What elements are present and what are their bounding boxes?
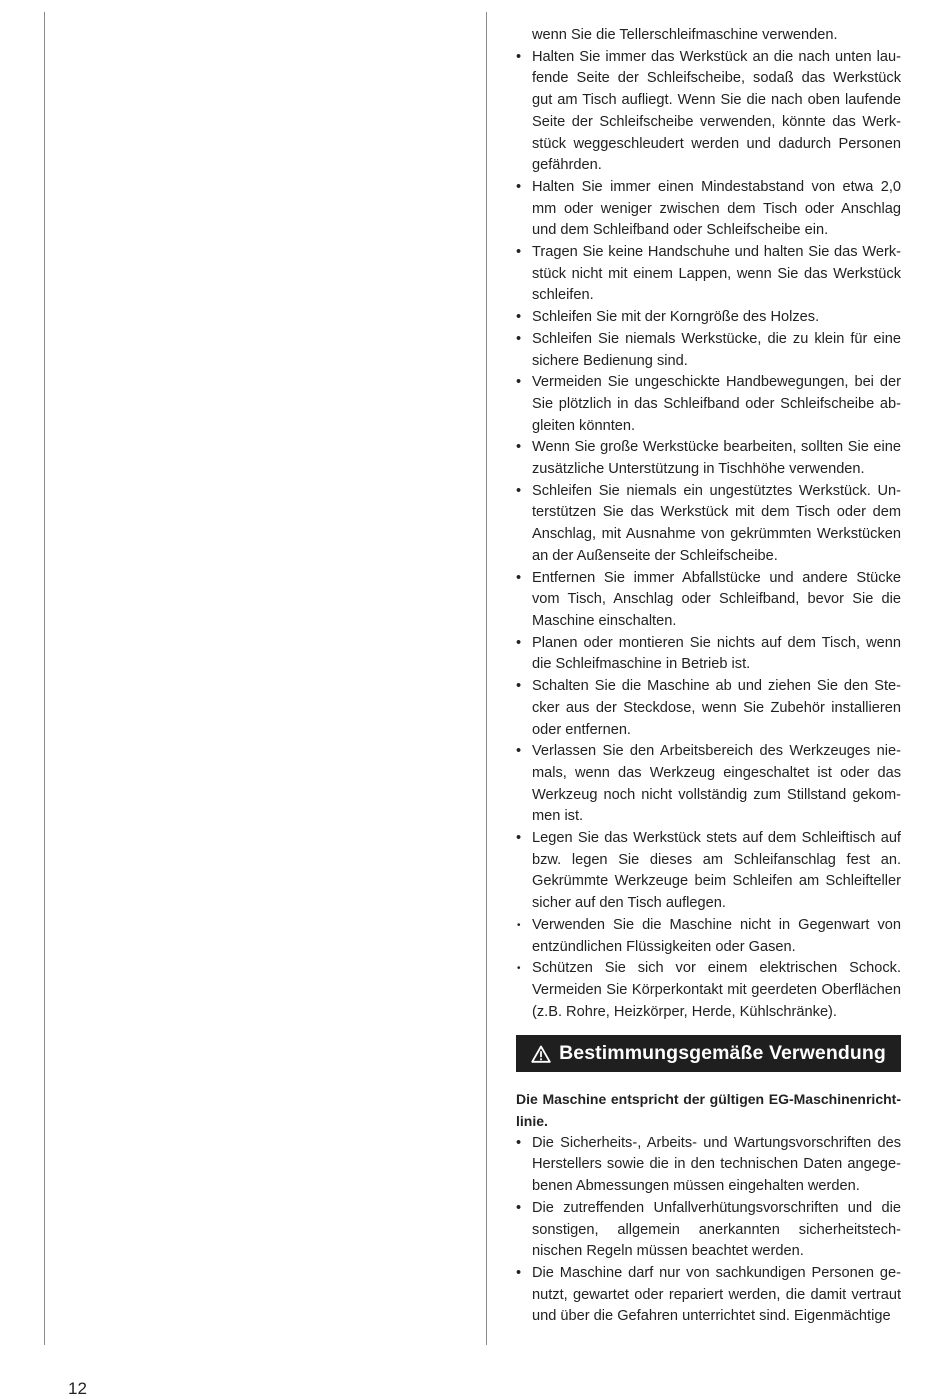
list-item	[516, 915, 901, 958]
list-item-text: Schleifen Sie niemals ein ungestütztes Werkstück. Unterstützen Sie das Werkstück mit dem Tisch oder dem Anschlag, mit Ausnahme von gekrümmten Werkstücken an der Außenseite der Schleifscheibe.	[532, 482, 901, 564]
list-item	[516, 828, 901, 915]
list-item	[516, 741, 901, 828]
bullet-icon: •	[516, 743, 522, 760]
bullet-icon: •	[516, 309, 522, 326]
section-intro: Die Maschine entspricht der gültigen EG-Maschinenrichtlinie.	[516, 1091, 901, 1130]
list-item	[516, 177, 901, 242]
list-item	[516, 1133, 901, 1198]
bullet-icon: •	[516, 1199, 522, 1216]
list-item-text: Verlassen Sie den Arbeitsbereich des Werkzeuges niemals, wenn das Werkzeug eingeschaltet ist oder das Werkzeug noch nicht vollständig zum Stillstand gekommen ist.	[532, 743, 901, 825]
list-item-text: Wenn Sie große Werkstücke bearbeiten, sollten Sie eine zusätzliche Unterstützung in Tischhöhe verwenden.	[532, 439, 901, 478]
list-item-text: Schützen Sie sich vor einem elektrischen Schock. Vermeiden Sie Körperkontakt mit geerdeten Oberflächen (z.B. Rohre, Heizkörper, Herde, Kühlschränke).	[532, 960, 901, 1020]
bullet-icon: •	[516, 48, 522, 65]
bullet-icon: •	[517, 919, 521, 931]
list-item-text: Schleifen Sie niemals Werkstücke, die zu klein für eine sichere Bedienung sind.	[532, 330, 901, 369]
safety-bullet-list	[516, 47, 901, 1024]
section-title: Bestimmungsgemäße Verwendung	[559, 1041, 886, 1064]
left-column-rule	[44, 12, 45, 1345]
right-text-column	[516, 25, 901, 1328]
page-number: 12	[68, 1379, 87, 1398]
bullet-icon: •	[516, 634, 522, 651]
list-item-text: Schleifen Sie mit der Korngröße des Holzes.	[532, 309, 820, 326]
list-item	[516, 676, 901, 741]
list-item	[516, 242, 901, 307]
list-item	[516, 1198, 901, 1263]
list-item-text: Entfernen Sie immer Abfallstücke und andere Stücke vom Tisch, Anschlag oder Schleifband, bevor Sie die Maschine einschalten.	[532, 569, 901, 629]
list-item-text: Die Sicherheits-, Arbeits- und Wartungsvorschriften des Herstellers sowie die in den technischen Daten angegebenen Abmessungen müssen eingehalten werden.	[532, 1134, 901, 1195]
bullet-icon: •	[516, 1134, 522, 1151]
list-item	[516, 958, 901, 1023]
list-item	[516, 633, 901, 676]
bullet-icon: •	[516, 330, 522, 347]
continuation-text: wenn Sie die Tellerschleifmaschine verwenden.	[532, 27, 838, 43]
list-item	[516, 481, 901, 568]
list-item-text: Halten Sie immer einen Mindestabstand von etwa 2,0 mm oder weniger zwischen dem Tisch oder Anschlag und dem Schleifband oder Schleifscheibe ein.	[532, 178, 901, 239]
bullet-icon: •	[517, 963, 521, 975]
list-item-text: Vermeiden Sie ungeschickte Handbewegungen, bei der Sie plötzlich in das Schleifband oder Schleifscheibe abgleiten könnten.	[532, 374, 901, 434]
bullet-icon: •	[516, 569, 522, 586]
list-item	[516, 329, 901, 372]
list-item-text: Planen oder montieren Sie nichts auf dem Tisch, wenn die Schleifmaschine in Betrieb ist.	[532, 634, 901, 673]
list-item-text: Halten Sie immer das Werkstück an die nach unten laufende Seite der Schleifscheibe, sodaß das Werkstück gut am Tisch aufliegt. Wenn Sie die nach oben laufende Seite der Schleifscheibe verwenden, könnte das Werkstück weggeschleudert werden und dadurch Personen gefährden.	[532, 48, 901, 174]
list-item-text: Legen Sie das Werkstück stets auf dem Schleiftisch auf bzw. legen Sie dieses am Schleifanschlag fest an. Gekrümmte Werkzeuge beim Schleifen am Schleifteller sicher auf den Tisch auflegen.	[532, 830, 901, 912]
usage-bullet-list	[516, 1133, 901, 1328]
bullet-icon: •	[516, 374, 522, 391]
bullet-icon: •	[516, 1264, 522, 1281]
bullet-icon: •	[516, 244, 522, 261]
bullet-icon: •	[516, 482, 522, 499]
bullet-icon: •	[516, 178, 522, 195]
warning-triangle-icon	[531, 1045, 551, 1063]
list-item	[516, 437, 901, 480]
list-item	[516, 307, 901, 329]
bullet-icon: •	[516, 678, 522, 695]
section-header	[516, 1035, 901, 1072]
list-item-text: Schalten Sie die Maschine ab und ziehen Sie den Stecker aus der Steckdose, wenn Sie Zubehör installieren oder entfernen.	[532, 678, 901, 738]
list-item-text: Die Maschine darf nur von sachkundigen Personen genutzt, gewartet oder repariert werden, die damit vertraut und über die Gefahren unterrichtet sind. Eigenmächtige	[532, 1264, 901, 1325]
list-item-text: Die zutreffenden Unfallverhütungsvorschriften und die sonstigen, allgemein anerkannten sicherheitstechnischen Regeln müssen beachtet werden.	[532, 1199, 901, 1260]
list-item	[516, 568, 901, 633]
bullet-icon: •	[516, 830, 522, 847]
bullet-icon: •	[516, 439, 522, 456]
list-item	[516, 1263, 901, 1328]
list-item	[516, 372, 901, 437]
list-item-text: Tragen Sie keine Handschuhe und halten Sie das Werkstück nicht mit einem Lappen, wenn Sie das Werkstück schleifen.	[532, 244, 901, 304]
list-item	[516, 47, 901, 177]
list-item-text: Verwenden Sie die Maschine nicht in Gegenwart von entzündlichen Flüssigkeiten oder Gasen.	[532, 916, 901, 955]
center-column-rule	[486, 12, 487, 1345]
